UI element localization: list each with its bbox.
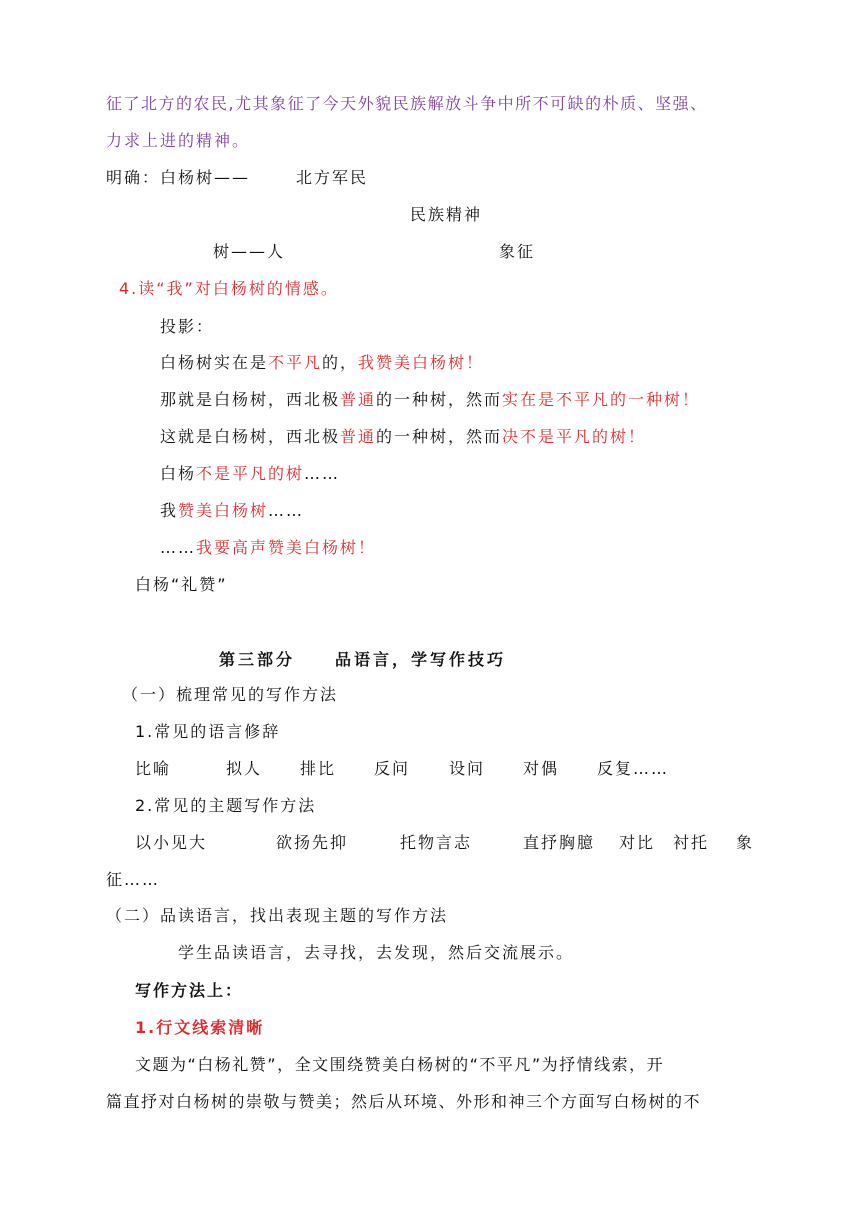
body-paragraph: 篇直抒对白杨树的崇敬与赞美；然后从环境、外形和神三个方面写白杨树的不 — [106, 1092, 702, 1111]
quote-text: 我 — [160, 501, 179, 520]
quote-line-5 — [160, 499, 304, 523]
part-three-label: 第三部分 — [219, 650, 296, 669]
rhetoric-term: 排比 — [300, 759, 337, 778]
rhetoric-term: 对偶 — [523, 759, 560, 778]
quote-highlight: 我赞美白杨树！ — [358, 353, 485, 372]
text-line: 力求上进的精神。 — [106, 131, 251, 150]
lizan-line: 白杨“礼赞” — [135, 575, 228, 594]
method-term: 象 — [736, 833, 755, 852]
quote-highlight: 赞美白杨树 — [178, 501, 269, 520]
quote-highlight: 不平凡 — [268, 353, 323, 372]
section-heading: 4.读“我”对白杨树的情感。 — [119, 279, 339, 298]
body-paragraph: 文题为“白杨礼赞”，全文围绕赞美白杨树的“不平凡”为抒情线索，开 — [135, 1055, 665, 1074]
quote-text: 这就是白杨树，西北极 — [160, 427, 341, 446]
rhetoric-term: 设问 — [449, 759, 486, 778]
quote-text: 的一种树，然而 — [376, 427, 503, 446]
quote-highlight: 不是平凡的树 — [196, 464, 305, 483]
quote-line-6 — [160, 536, 376, 560]
quote-text: …… — [268, 501, 305, 520]
clue-heading: 1.行文线索清晰 — [135, 1018, 265, 1037]
rhetoric-term: 拟人 — [226, 759, 263, 778]
method-term: 直抒胸臆 — [523, 833, 596, 852]
rhetoric-term: 比喻 — [135, 759, 172, 778]
quote-highlight: 决不是平凡的树！ — [502, 427, 647, 446]
quote-highlight: 普通 — [340, 427, 377, 446]
quote-highlight: 我要高声赞美白杨树！ — [196, 538, 377, 557]
method-term: 托物言志 — [400, 833, 473, 852]
quote-highlight: 普通 — [340, 390, 377, 409]
method-term: 欲扬先抑 — [276, 833, 349, 852]
rhetoric-term: 反复…… — [597, 759, 670, 778]
mingque-right: 北方军民 — [296, 168, 369, 187]
xiangzheng: 象征 — [499, 242, 536, 261]
quote-text: …… — [160, 538, 196, 557]
subsection-1: （一）梳理常见的写作方法 — [122, 685, 339, 704]
text-line: 征了北方的农民,尤其象征了今天外貌民族解放斗争中所不可缺的朴质、坚强、 — [106, 94, 708, 113]
item-methods: 2.常见的主题写作方法 — [135, 796, 317, 815]
quote-text: 白杨 — [160, 464, 197, 483]
body-paragraph: 学生品读语言，去寻找，去发现，然后交流展示。 — [178, 943, 575, 962]
quote-text: 的， — [322, 353, 359, 372]
part-three-title: 品语言，学写作技巧 — [335, 650, 507, 669]
quote-line-4 — [160, 462, 340, 486]
shu-ren: 树——人 — [213, 242, 286, 261]
touying-label: 投影： — [160, 317, 215, 336]
method-term: 以小见大 — [135, 833, 208, 852]
mingque-label: 明确：白杨树—— — [106, 168, 251, 187]
minzu-jingshen: 民族精神 — [410, 205, 483, 224]
quote-text: …… — [304, 464, 341, 483]
subsection-2: （二）品读语言，找出表现主题的写作方法 — [106, 906, 449, 925]
quote-line-2 — [160, 388, 700, 412]
xiezuo-heading: 写作方法上： — [135, 981, 244, 1000]
method-term-end: 征…… — [106, 870, 161, 889]
quote-line-3 — [160, 425, 646, 449]
item-rhetoric: 1.常见的语言修辞 — [135, 722, 281, 741]
method-term: 衬托 — [673, 833, 710, 852]
quote-highlight: 实在是不平凡的一种树！ — [502, 390, 701, 409]
quote-text: 白杨树实在是 — [160, 353, 269, 372]
method-term: 对比 — [619, 833, 656, 852]
rhetoric-term: 反问 — [374, 759, 411, 778]
quote-text: 那就是白杨树，西北极 — [160, 390, 341, 409]
quote-line-1 — [160, 351, 484, 375]
quote-text: 的一种树，然而 — [376, 390, 503, 409]
